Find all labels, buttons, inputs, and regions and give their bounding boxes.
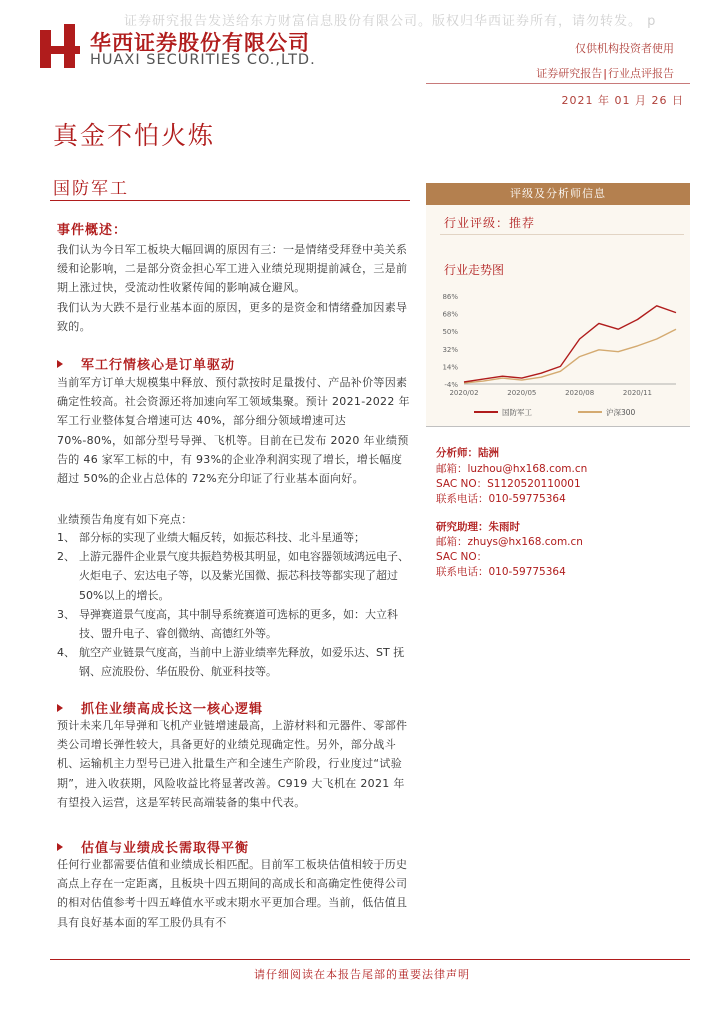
email-label: 邮箱： (436, 463, 468, 475)
assistant-email (436, 535, 583, 550)
list-text: 导弹赛道景气度高，其中制导系统赛道可选标的更多，如：大立科技、盟升电子、睿创微纳、高德红外等。 (79, 607, 398, 641)
list-item (57, 528, 411, 547)
list-number: 2、 (57, 550, 75, 564)
x-tick-label: 2020/08 (565, 389, 595, 397)
phone-value: 010-59775364 (488, 493, 566, 505)
summary-body (57, 240, 411, 336)
list-number: 4、 (57, 646, 75, 660)
legend-label: 国防军工 (502, 408, 532, 417)
phone-label: 联系电话： (436, 566, 489, 578)
section-valuation-body: 任何行业都需要估值和业绩成长相匹配。目前军工板块估值相较于历史高点上存在一定距离，且板块十四五期间的高成长和高确定性使得公司的相对估值参考十四五峰值水平或末期水平更加合理。当前，低估值且具有良好基本面的军工股仍具有不 (57, 858, 408, 929)
email-link[interactable]: luzhou@hx168.com.cn (467, 463, 588, 475)
y-tick-label: 50% (442, 328, 458, 337)
assistant-phone (436, 565, 566, 580)
panel-bottom-divider (426, 426, 690, 427)
list-number: 1、 (57, 531, 75, 544)
analyst-role (436, 446, 499, 461)
industry-rating (444, 214, 535, 231)
rating-label: 行业评级： (444, 216, 510, 230)
triangle-bullet-icon (57, 704, 63, 712)
report-title: 真金不怕火炼 (53, 121, 216, 150)
analyst-sac: SAC NO：S1120520110001 (436, 478, 581, 490)
series-line (464, 329, 676, 383)
triangle-bullet-icon (57, 843, 63, 851)
x-tick-label: 2020/11 (622, 389, 653, 397)
y-tick-label: -4% (444, 381, 458, 389)
huaxi-logo-icon (40, 24, 80, 68)
summary-paragraph: 我们认为大跌不是行业基本面的原因，更多的是资金和情绪叠加因素导致的。 (57, 300, 408, 333)
section-heading-text: 估值与业绩成长需取得平衡 (81, 841, 250, 856)
y-tick-label: 14% (442, 363, 458, 372)
highlights-intro: 业绩预告角度有如下亮点： (57, 513, 193, 526)
report-type-main: 证券研究报告 (536, 67, 603, 80)
company-name-en: HUAXI SECURITIES CO.,LTD. (90, 52, 316, 68)
rating-value: 推荐 (509, 216, 536, 230)
company-name-cn: 华西证券股份有限公司 (90, 31, 310, 55)
trend-chart-label: 行业走势图 (444, 263, 505, 277)
audience-note: 仅供机构投资者使用 (575, 42, 674, 55)
assistant-role-label: 研究助理： (436, 521, 489, 533)
report-type (536, 65, 674, 81)
list-text: 部分标的实现了业绩大幅反转，如振芯科技、北斗星通等； (79, 531, 365, 544)
rating-divider (440, 234, 684, 235)
x-tick-label: 2020/02 (449, 389, 479, 397)
report-date: 2021 年 01 月 26 日 (561, 94, 684, 107)
triangle-bullet-icon (57, 360, 63, 368)
assistant-name: 朱雨时 (488, 521, 520, 533)
summary-paragraph: 我们认为今日军工板块大幅回调的原因有三：一是情绪受拜登中美关系缓和论影响，二是部分资金担心军工进入业绩兑现期提前减仓，三是前期上涨过快，受流动性收紧传闻的影响减仓避风。 (57, 243, 408, 295)
section-heading-text: 军工行情核心是订单驱动 (81, 358, 236, 373)
phone-value: 010-59775364 (488, 566, 566, 578)
summary-heading: 事件概述： (57, 223, 128, 238)
section-heading-valuation (57, 837, 249, 856)
assistant-role (436, 520, 520, 535)
analyst-name: 陆洲 (478, 447, 499, 459)
sector-divider (50, 200, 410, 201)
section-heading-growth (57, 698, 263, 717)
section-heading-text: 抓住业绩高成长这一核心逻辑 (81, 702, 264, 717)
y-tick-label: 68% (442, 310, 458, 319)
section-heading-orders (57, 354, 235, 373)
header-divider (426, 83, 690, 84)
email-link[interactable]: zhuys@hx168.com.cn (467, 536, 583, 548)
list-text: 航空产业链景气度高，当前中上游业绩率先释放，如爱乐达、ST 抚钢、应流股份、华伍股份、航亚科技等。 (79, 646, 405, 679)
watermark: 证券研究报告发送给东方财富信息股份有限公司。版权归华西证券所有，请勿转发。 p (124, 14, 657, 29)
list-item (57, 605, 411, 643)
report-type-sub: 行业点评报告 (608, 67, 674, 80)
footer-divider (50, 959, 690, 960)
list-number: 3、 (57, 607, 75, 621)
legend-label: 沪深300 (606, 408, 636, 417)
email-label: 邮箱： (436, 536, 468, 548)
section-growth-body: 预计未来几年导弹和飞机产业链增速最高，上游材料和元器件、零部件类公司增长弹性较大，具备更好的业绩兑现确定性。另外，部分战斗机、运输机主力型号已进入批量生产和全速生产阶段，行业度过“试验期”，进入收获期，风险收益比将显著改善。C919 大飞机在 2021 年有望投入运营，这是军转民高端装备的集中代表。 (57, 719, 408, 809)
y-tick-label: 86% (442, 293, 458, 301)
phone-label: 联系电话： (436, 493, 489, 505)
highlights-list (57, 528, 411, 682)
panel-title: 评级及分析师信息 (426, 183, 690, 205)
assistant-sac: SAC NO： (436, 551, 488, 563)
list-item (57, 643, 411, 681)
y-tick-label: 32% (442, 345, 458, 354)
trend-chart (430, 288, 686, 422)
section-orders-body: 当前军方订单大规模集中释放、预付款按时足量拨付、产品补价等因素确定性较高。社会资源还将加速向军工领域集聚。预计 2021-2022 年军工行业整体复合增速可达 40%，部分细分领域增速可达 70%-80%，如部分型号导弹、飞机等。目前在已发布 2020 年业绩预告的 46 家军工标的中，有 93%的企业净利润实现了增长，增长幅度超过 50%的企业占总体的 72%充分印证了行业基本面向好。 (57, 376, 410, 486)
analyst-role-label: 分析师： (436, 447, 478, 459)
list-text: 上游元器件企业景气度共振趋势极其明显，如电容器领域鸿远电子、火炬电子、宏达电子等，以及紫光国微、振芯科技等都实现了超过 50%以上的增长。 (79, 550, 409, 602)
footer-disclaimer: 请仔细阅读在本报告尾部的重要法律声明 (254, 968, 470, 981)
analyst-email (436, 462, 587, 477)
list-item (57, 547, 411, 605)
analyst-phone (436, 492, 566, 507)
x-tick-label: 2020/05 (507, 389, 537, 397)
sector-name: 国防军工 (53, 179, 129, 199)
report-type-separator: | (603, 67, 607, 80)
